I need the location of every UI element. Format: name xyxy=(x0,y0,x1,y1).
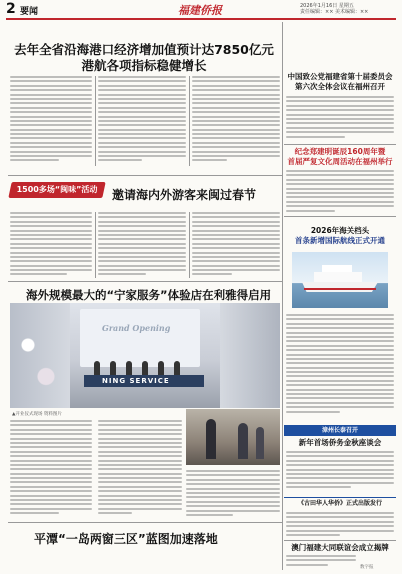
lead-body-col2 xyxy=(98,76,186,164)
date-line: 2026年1月16日 星期五 xyxy=(300,3,354,9)
right-story-4[interactable] xyxy=(284,438,396,448)
right-story-2-body xyxy=(286,170,394,214)
right-story-4-banner[interactable]: 漳州长泰召开 xyxy=(284,425,396,436)
column-rule xyxy=(95,76,96,166)
masthead-info xyxy=(300,3,368,15)
meeting-photo xyxy=(186,409,280,465)
right-story-1-body xyxy=(286,96,394,140)
masthead xyxy=(0,0,402,18)
section-label: 要闻 xyxy=(20,7,39,17)
photo-caption: ▲开业仪式现场 资料图片 xyxy=(12,412,62,417)
pingtan-headline[interactable]: 平潭“一岛两窗三区”蓝图加速落地 xyxy=(34,532,218,546)
store-body-col1 xyxy=(10,420,92,517)
column-rule xyxy=(95,212,96,278)
right-story-1-title-line1: 中国致公党福建省第十届委员会 xyxy=(287,72,393,81)
photo-stage xyxy=(80,309,200,367)
photo-podium-text: NING SERVICE xyxy=(102,377,170,385)
spring-headline[interactable]: 邀请海内外游客来闽过春节 xyxy=(112,188,257,202)
right-story-1[interactable] xyxy=(284,72,396,92)
right-story-6-title: 澳门福建大同联谊会成立揭牌 xyxy=(291,543,389,552)
photo-person xyxy=(256,427,264,459)
masthead-rule xyxy=(6,18,396,20)
photo-decor-left xyxy=(10,303,70,408)
right-story-2[interactable] xyxy=(284,147,396,167)
right-story-6-body xyxy=(286,555,356,568)
spring-banner-text: 1500多场“闽味”活动 xyxy=(16,185,98,194)
paper-logo: 福建侨报 xyxy=(178,4,222,17)
column-rule xyxy=(189,76,190,166)
section-divider xyxy=(284,144,396,145)
ship-stripe xyxy=(304,288,376,290)
editor-line: 责任编辑：×× 美术编辑：×× xyxy=(300,9,369,15)
lead-headline-line2[interactable]: 港航各项指标稳健增长 xyxy=(81,58,207,73)
spring-body-col3 xyxy=(192,212,280,278)
section-divider xyxy=(8,522,282,523)
lead-body-col1 xyxy=(10,76,92,164)
photo-decor-right xyxy=(220,303,280,408)
section-divider xyxy=(8,281,282,282)
lead-headline-line1[interactable]: 去年全省沿海港口经济增加值预计达7850亿元 xyxy=(14,42,274,57)
right-story-5-title[interactable]: 《古田华人华侨》正式出版发行 xyxy=(284,497,396,508)
store-body-col2 xyxy=(98,420,182,517)
lead-body-col3 xyxy=(192,76,280,164)
ship-deck xyxy=(314,272,362,283)
right-story-3-body xyxy=(286,314,394,415)
photo-person xyxy=(206,419,216,459)
column-rule xyxy=(189,212,190,278)
right-story-3[interactable] xyxy=(284,226,396,246)
cruise-ship-photo xyxy=(292,252,388,308)
store-body-col3 xyxy=(186,470,280,518)
right-story-5-body xyxy=(286,512,394,538)
right-story-1-title-line2: 第六次全体会议在福州召开 xyxy=(295,82,385,91)
spring-banner xyxy=(8,182,105,198)
right-column-rule xyxy=(282,22,283,570)
section-divider xyxy=(284,216,396,217)
photo-person xyxy=(238,423,248,459)
right-story-2-title-line1: 纪念郑建明诞辰160周年暨 xyxy=(294,147,386,156)
opening-ceremony-photo xyxy=(10,303,280,408)
section-divider xyxy=(8,175,282,176)
footer-tag: 数字报 xyxy=(360,565,374,570)
right-story-3-title-line1: 2026年海关档头 xyxy=(310,226,370,235)
right-story-2-title-line2: 首届严复文化周活动在福州举行 xyxy=(287,157,393,166)
section-divider xyxy=(284,540,396,541)
spring-body-col1 xyxy=(10,212,92,278)
right-story-4-title: 新年首场侨务金秋座谈会 xyxy=(298,438,382,447)
right-story-3-title-line2: 首条新增国际航线正式开通 xyxy=(295,236,385,245)
store-headline[interactable]: 海外规模最大的“宁家服务”体验店在利雅得启用 xyxy=(26,288,272,302)
ship-hull xyxy=(302,282,378,292)
right-story-4-body xyxy=(286,451,394,491)
photo-stage-text: Grand Opening xyxy=(102,323,171,333)
spring-body-col2 xyxy=(98,212,186,278)
page-number: 2 xyxy=(6,1,16,17)
right-story-6[interactable] xyxy=(284,543,396,553)
